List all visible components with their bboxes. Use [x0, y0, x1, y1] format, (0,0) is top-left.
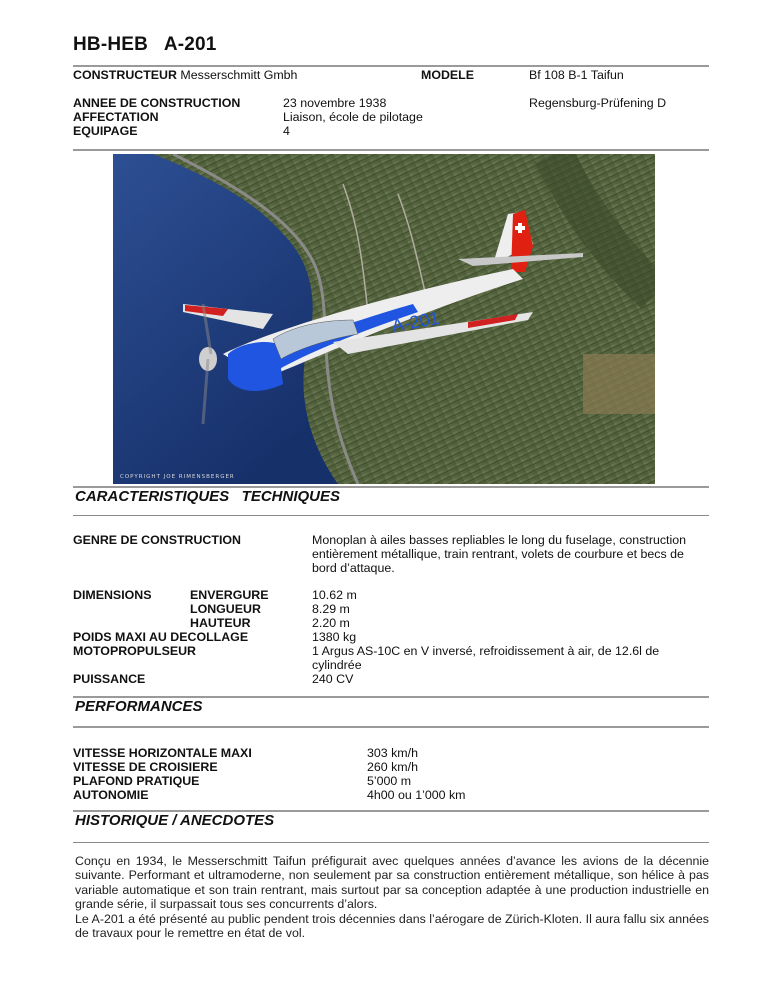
divider [73, 726, 709, 728]
page-title: HB-HEB A-201 [73, 34, 217, 55]
affectation-value: Liaison, école de pilotage [283, 110, 423, 124]
modele-value: Bf 108 B-1 Taifun [529, 68, 624, 82]
genre-label: GENRE DE CONSTRUCTION [73, 533, 241, 547]
annee-label: ANNEE DE CONSTRUCTION [73, 96, 241, 110]
svg-text:A-201: A-201 [390, 307, 442, 336]
dimensions-label: DIMENSIONS [73, 588, 152, 602]
constructeur-value: Messerschmitt Gmbh [180, 68, 298, 82]
moteur-line-1: 1 Argus AS-10C en V inversé, refroidissement à air, de 12.6l de [312, 644, 660, 658]
aircraft-photo-illustration [113, 154, 655, 484]
divider [73, 149, 709, 151]
hauteur-value: 2.20 m [312, 616, 350, 630]
moteur-label: MOTOPROPULSEUR [73, 644, 196, 658]
affectation-label: AFFECTATION [73, 110, 159, 124]
perf-label-autonomie: AUTONOMIE [73, 788, 149, 802]
historique-paragraph-2: Le A-201 a été présenté au public pendent trois décennies dans l’aérogare de Zürich-Kloten. Il aura fallu six années de travaux pour le remettre en état de vol. [75, 911, 709, 941]
perf-value-vitesse-max: 303 km/h [367, 746, 418, 760]
longueur-value: 8.29 m [312, 602, 350, 616]
aircraft-photo [113, 154, 655, 484]
envergure-value: 10.62 m [312, 588, 357, 602]
section-title-tech: CARACTERISTIQUES TECHNIQUES [75, 488, 341, 505]
section-title-performances: PERFORMANCES [75, 698, 203, 715]
equipage-value: 4 [283, 124, 290, 138]
poids-value: 1380 kg [312, 630, 357, 644]
perf-label-vitesse-croisiere: VITESSE DE CROISIERE [73, 760, 218, 774]
puissance-value: 240 CV [312, 672, 354, 686]
longueur-label: LONGUEUR [190, 602, 261, 616]
puissance-label: PUISSANCE [73, 672, 146, 686]
genre-line-2: entièrement métallique, train rentrant, volets de courbure et becs de [312, 547, 684, 561]
historique-text [75, 854, 709, 940]
perf-value-plafond: 5’000 m [367, 774, 412, 788]
section-title-historique: HISTORIQUE / ANECDOTES [75, 812, 275, 829]
historique-paragraph-1: Conçu en 1934, le Messerschmitt Taifun préfigurait avec quelques années d’avance les avions de la décennie suivante. Performant et ultramoderne, non seulement par sa construction entièrement métallique, son hélice à pas variable automatique et son train rentrant, mais surtout par sa conception adaptée à une production industrielle en grande série, il surpassait tous ses concurrents d’alors. [75, 854, 709, 912]
envergure-label: ENVERGURE [190, 588, 269, 602]
genre-line-3: bord d’attaque. [312, 561, 395, 575]
perf-value-autonomie: 4h00 ou 1’000 km [367, 788, 466, 802]
constructeur-label: CONSTRUCTEUR [73, 68, 177, 82]
moteur-line-2: cylindrée [312, 658, 362, 672]
perf-label-vitesse-max: VITESSE HORIZONTALE MAXI [73, 746, 252, 760]
annee-location: Regensburg-Prüfening D [529, 96, 667, 110]
annee-value: 23 novembre 1938 [283, 96, 387, 110]
photo-copyright: COPYRIGHT JOE RIMENSBERGER [120, 474, 235, 480]
equipage-label: EQUIPAGE [73, 124, 138, 138]
perf-label-plafond: PLAFOND PRATIQUE [73, 774, 200, 788]
divider [73, 65, 709, 67]
genre-line-1: Monoplan à ailes basses repliables le long du fuselage, construction [312, 533, 687, 547]
hauteur-label: HAUTEUR [190, 616, 251, 630]
poids-label: POIDS MAXI AU DECOLLAGE [73, 630, 249, 644]
modele-label: MODELE [421, 68, 475, 82]
divider [73, 842, 709, 843]
perf-value-vitesse-croisiere: 260 km/h [367, 760, 418, 774]
constructeur-row [73, 68, 297, 82]
divider [73, 515, 709, 516]
